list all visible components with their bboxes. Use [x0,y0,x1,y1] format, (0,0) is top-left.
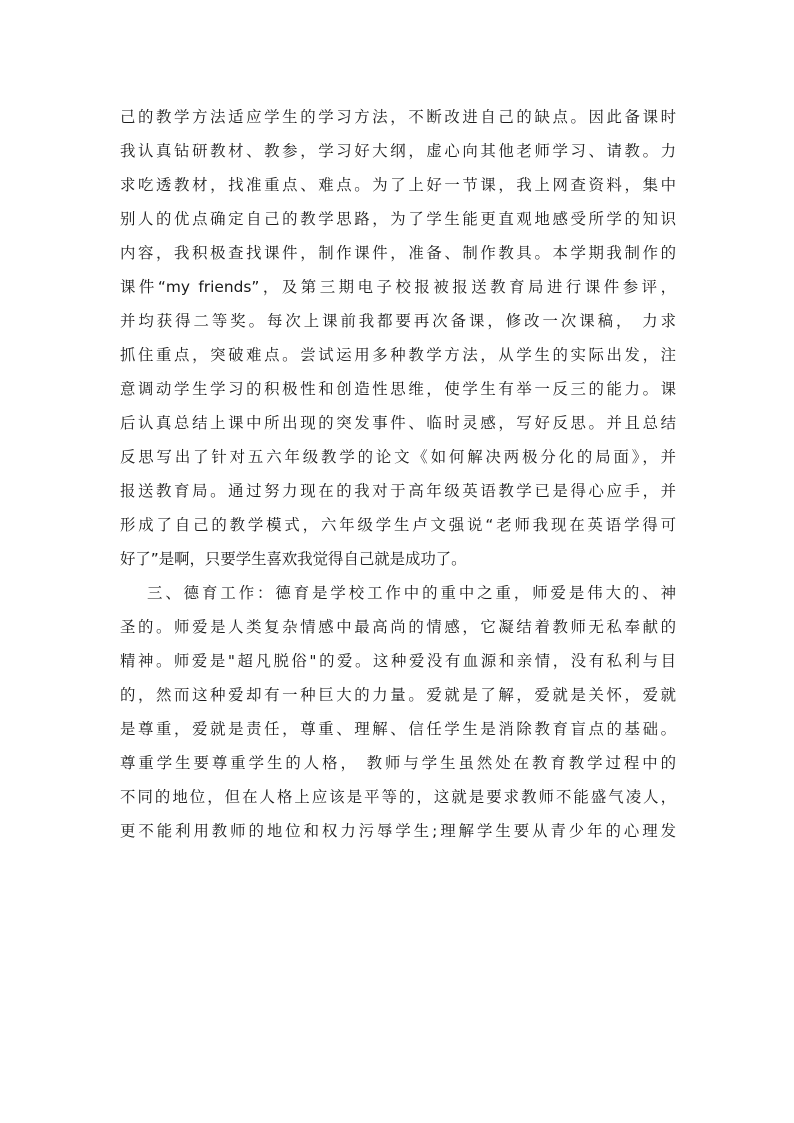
text-line: 精神。师爱是"超凡脱俗"的爱。这种爱没有血源和亲情，没有私利与目 [120,652,676,670]
text-line: 课件“my friends”，及第三期电子校报被报送教育局进行课件参评， [120,278,676,296]
body-text [120,100,676,848]
text-line: 我认真钻研教材、教参，学习好大纲，虚心向其他老师学习、请教。力 [120,142,676,160]
text-line: 意调动学生学习的积极性和创造性思维，使学生有举一反三的能力。课 [120,380,676,398]
text-line: 圣的。师爱是人类复杂情感中最高尚的情感，它凝结着教师无私奉献的 [120,618,676,636]
text-line: 的，然而这种爱却有一种巨大的力量。爱就是了解，爱就是关怀，爱就 [120,686,676,704]
section-heading-line: 三、德育工作：德育是学校工作中的重中之重，师爱是伟大的、神 [147,584,676,602]
text-line: 是尊重，爱就是责任，尊重、理解、信任学生是消除教育盲点的基础。 [120,720,676,738]
text-line: 报送教育局。通过努力现在的我对于高年级英语教学已是得心应手，并 [120,482,676,500]
text-line: 不同的地位，但在人格上应该是平等的，这就是要求教师不能盛气凌人， [120,788,676,806]
text-line: 尊重学生要尊重学生的人格， 教师与学生虽然处在教育教学过程中的 [120,754,676,772]
text-line: 后认真总结上课中所出现的突发事件、临时灵感，写好反思。并且总结 [120,414,676,432]
text-line: 并均获得二等奖。每次上课前我都要再次备课，修改一次课稿， 力求 [120,312,676,330]
text-line: 求吃透教材，找准重点、难点。为了上好一节课，我上网查资料，集中 [120,176,676,194]
text-line: 别人的优点确定自己的教学思路，为了学生能更直观地感受所学的知识 [120,210,676,228]
text-line: 反思写出了针对五六年级教学的论文《如何解决两极分化的局面》，并 [120,448,676,466]
text-line: 形成了自己的教学模式，六年级学生卢文强说“老师我现在英语学得可 [120,516,676,534]
text-line: 己的教学方法适应学生的学习方法，不断改进自己的缺点。因此备课时 [120,108,676,126]
text-line: 抓住重点，突破难点。尝试运用多种教学方法，从学生的实际出发，注 [120,346,676,364]
text-line: 内容，我积极查找课件，制作课件，准备、制作教具。本学期我制作的 [120,244,676,262]
paragraph-end-line: 好了”是啊，只要学生喜欢我觉得自己就是成功了。 [120,550,467,568]
text-line: 更不能利用教师的地位和权力污辱学生;理解学生要从青少年的心理发 [120,822,676,840]
